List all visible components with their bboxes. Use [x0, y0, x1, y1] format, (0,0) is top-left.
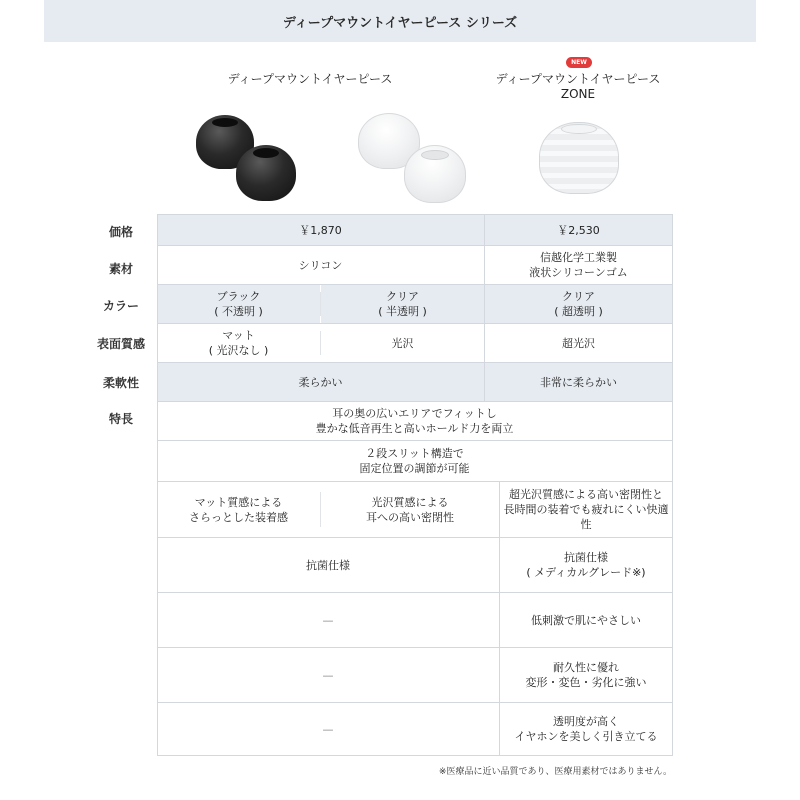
price-standard: ￥1,870: [157, 215, 484, 245]
softness-zone: 非常に柔らかい: [485, 363, 672, 401]
grid-line: [157, 245, 672, 246]
row-label-features: 特長: [108, 412, 133, 426]
row-label-texture: 表面質感: [96, 337, 145, 351]
feature-fit: 耳の奥の広いエリアでフィットし 豊かな低音再生と高いホールド力を両立: [315, 407, 514, 435]
material-zone: 信越化学工業製 液状シリコーンゴム: [529, 251, 628, 279]
feature-durable-zone: 耐久性に優れ 変形・変色・劣化に強い: [525, 661, 647, 689]
feature-slit: ２段スリット構造で 固定位置の調節が可能: [359, 447, 470, 475]
feature-gentle-standard: —: [322, 613, 334, 627]
row-label-price: 価格: [108, 225, 133, 239]
color-zone: クリア ( 超透明 ): [485, 285, 672, 323]
row-label-color: カラー: [102, 299, 139, 313]
feature-gloss-seal: 光沢質感による 耳への高い密閉性: [366, 495, 454, 524]
grid-line: [157, 702, 672, 703]
product-title-standard: ディープマウントイヤーピース: [227, 72, 393, 86]
texture-zone: 超光沢: [562, 336, 595, 350]
product-title-zone: ディープマウントイヤーピース ZONE: [495, 72, 661, 101]
color-clear: クリア ( 半透明 ): [321, 285, 484, 323]
feature-durable-standard: —: [322, 668, 334, 682]
grid-line: [157, 362, 672, 363]
grid-divider: [320, 492, 321, 527]
series-title: ディープマウントイヤーピース シリーズ: [282, 15, 518, 31]
feature-gentle-zone: 低刺激で肌にやさしい: [531, 613, 641, 627]
color-black: ブラック ( 不透明 ): [157, 285, 320, 323]
grid-divider: [320, 292, 321, 316]
feature-clarity-zone: 透明度が高く イヤホンを美しく引き立てる: [514, 715, 658, 743]
grid-divider: [320, 331, 321, 355]
feature-antibacterial: 抗菌仕様: [306, 558, 350, 572]
zone-eartip-opening: [561, 124, 597, 134]
grid-line: [157, 214, 158, 756]
texture-gloss: 光沢: [391, 336, 414, 350]
feature-zone-comfort: 超光沢質感による高い密閉性と 長時間の装着でも疲れにくい快適性: [503, 488, 669, 531]
grid-line: [157, 440, 672, 441]
grid-line: [157, 647, 672, 648]
softness-standard: 柔らかい: [157, 363, 484, 401]
feature-clarity-standard: —: [322, 722, 334, 736]
clear-eartip-opening: [421, 150, 449, 160]
feature-matte-feel: マット質感による さらっとした装着感: [189, 495, 288, 524]
series-banner: [44, 0, 756, 42]
black-eartip-opening-2: [253, 148, 279, 158]
row-label-softness: 柔軟性: [102, 376, 139, 390]
feature-antibacterial-zone: 抗菌仕様 ( メディカルグレード※): [526, 551, 646, 579]
grid-line: [157, 755, 672, 756]
grid-line: [157, 284, 672, 285]
grid-line: [157, 214, 672, 215]
grid-line: [157, 323, 672, 324]
grid-line: [484, 214, 485, 402]
footnote: ※医療品に近い品質であり、医療用素材ではありません。: [438, 767, 672, 777]
grid-line: [157, 401, 672, 402]
material-standard: シリコン: [298, 258, 343, 272]
grid-line: [499, 481, 500, 756]
row-label-material: 素材: [108, 262, 133, 276]
price-zone: ￥2,530: [485, 215, 672, 245]
grid-line: [157, 592, 672, 593]
grid-line: [672, 214, 673, 756]
new-badge: NEW: [566, 57, 592, 68]
texture-matte: マット ( 光沢なし ): [208, 329, 269, 357]
black-eartip-opening: [212, 118, 238, 127]
grid-line: [157, 481, 672, 482]
grid-line: [157, 537, 672, 538]
